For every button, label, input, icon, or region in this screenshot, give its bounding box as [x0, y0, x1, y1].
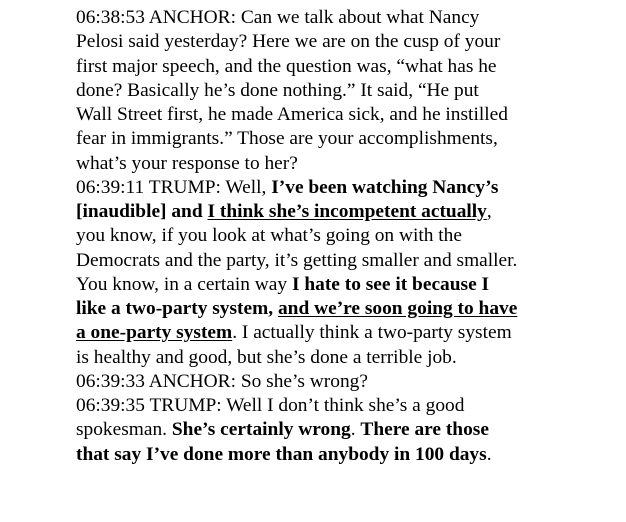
transcript-line	[76, 346, 616, 370]
line-text: .	[486, 443, 492, 465]
bold-text: She’s certainly wrong	[171, 419, 351, 441]
line-text: 06:39:33 ANCHOR: So she’s wrong?	[76, 370, 368, 392]
bold-text: I’ve been watching Nancy’s	[271, 176, 499, 198]
line-text: what’s your response to her?	[76, 152, 298, 174]
transcript-line	[76, 370, 616, 394]
transcript-line	[76, 418, 616, 442]
line-text: . I actually think a two-party system	[232, 322, 512, 344]
line-text: spokesman.	[76, 419, 172, 441]
line-text: ,	[486, 201, 492, 222]
transcript-line	[76, 176, 616, 200]
transcript-line	[76, 273, 616, 297]
line-text: done? Basically he’s done nothing.” It said, “He put	[76, 79, 479, 101]
line-text: 06:39:35 TRUMP: Well I don’t think she’s a good	[76, 395, 465, 416]
transcript-line	[76, 297, 616, 321]
bold-text: like a two-party system,	[76, 298, 278, 319]
transcript-line	[76, 224, 616, 248]
transcript-line	[76, 30, 616, 54]
line-text: You know, in a certain way	[76, 273, 292, 295]
transcript-line	[76, 249, 616, 273]
bold-text: I hate to see it because I	[291, 273, 490, 295]
transcript-line	[76, 321, 616, 345]
line-text: fear in immigrants.” Those are your accomplishments,	[76, 128, 498, 150]
line-text: Democrats and the party, it’s getting smaller and smaller.	[76, 249, 518, 271]
bold-text: that say I’ve done more than anybody in 100 days	[76, 443, 487, 465]
anchor-question-text: 06:38:53 ANCHOR: Can we talk about what Nancy	[76, 7, 480, 28]
underlined-bold-text: a one-party system	[76, 322, 233, 344]
transcript-line	[76, 6, 616, 30]
transcript-body	[76, 6, 616, 467]
line-text: .	[350, 419, 361, 441]
transcript-line	[76, 79, 616, 103]
transcript-line	[76, 127, 616, 151]
bold-text: [inaudible] and	[76, 201, 208, 222]
transcript-line	[76, 103, 616, 127]
transcript-line	[76, 55, 616, 79]
transcript-line	[76, 152, 616, 176]
line-text: Pelosi said yesterday? Here we are on the cusp of your	[76, 31, 501, 53]
transcript-line	[76, 394, 616, 418]
underlined-bold-text: and we’re soon going to have	[277, 298, 518, 319]
transcript-line	[76, 200, 616, 224]
underlined-bold-text: I think she’s incompetent actually	[207, 201, 487, 222]
line-text: 06:39:11 TRUMP: Well,	[76, 176, 272, 198]
line-text: Wall Street first, he made America sick, and he instilled	[76, 104, 508, 125]
bold-text: There are those	[360, 419, 489, 441]
line-text: is healthy and good, but she’s done a terrible job.	[76, 346, 457, 368]
line-text: you know, if you look at what’s going on with the	[76, 225, 462, 247]
line-text: first major speech, and the question was, “what has he	[76, 55, 497, 77]
transcript-line	[76, 443, 616, 467]
